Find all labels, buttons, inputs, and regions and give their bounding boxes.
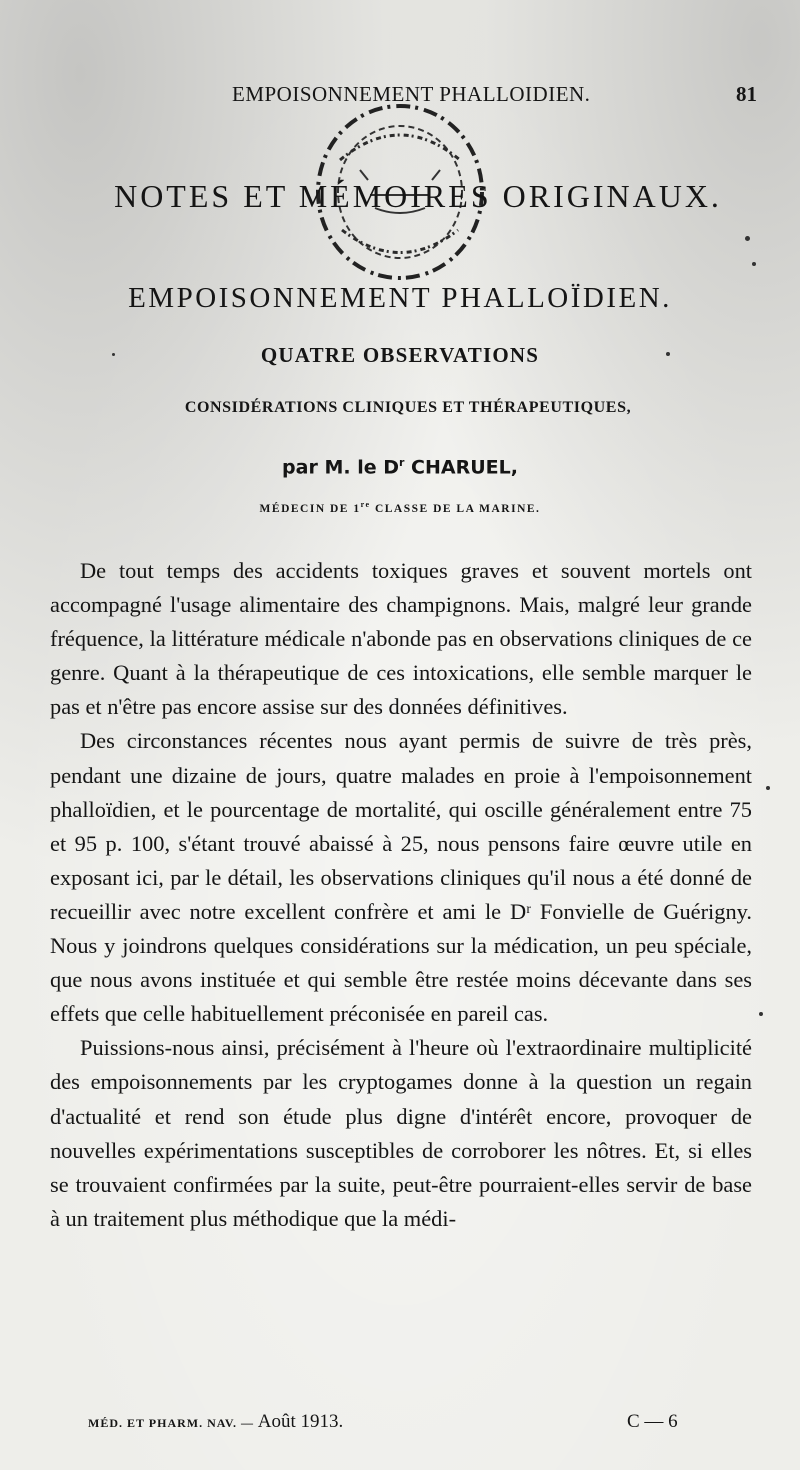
print-speck [745,236,750,241]
author-line [0,456,800,478]
footer-citation [88,1411,343,1433]
print-speck [752,262,756,266]
page-footer [0,1411,800,1441]
print-speck [666,352,670,356]
affiliation-prefix: MÉDECIN DE 1 [259,502,361,515]
affiliation-suffix: CLASSE DE LA MARINE. [370,502,541,515]
body-text [50,554,752,1236]
article-title: EMPOISONNEMENT PHALLOÏDIEN. [128,282,672,314]
footer-date: Août 1913. [254,1411,344,1432]
print-speck [112,353,115,356]
paragraph: Puissions-nous ainsi, précisément à l'heure où l'extraordinaire multiplicité des empoisonnements par les cryptogames donne à la question un regain d'actualité et rend son étude plus digne d'intérêt encore, provoquer de nouvelles expérimentations susceptibles de corroborer les nôtres. Et, si elles se trouvaient confirmées par la suite, peut-être pourraient-elles servir de base à un traitement plus méthodique que la médi- [50,1035,752,1231]
author-sup: r [398,456,405,469]
article-subtitle: QUATRE OBSERVATIONS [260,343,540,367]
section-heading: NOTES ET MÉMOIRES ORIGINAUX. [114,178,722,214]
author-name: CHARUEL, [404,456,518,479]
footer-journal: MÉD. ET PHARM. NAV. — [88,1416,255,1430]
print-speck [759,1012,763,1016]
footer-signature: C — 6 [627,1411,678,1432]
print-speck [766,786,770,790]
running-title: EMPOISONNEMENT PHALLOIDIEN. [232,82,591,106]
author-affiliation [0,500,800,515]
paragraph: Des circonstances récentes nous ayant permis de suivre de très près, pendant une dizaine de jours, quatre malades en proie à l'empoisonnement phalloïdien, et le pourcentage de mortalité, qui oscille généralement entre 75 et 95 p. 100, s'étant trouvé abaissé à 25, nous pensons faire œuvre utile en exposant ici, par le détail, les observations cliniques qu'il nous a été donné de recueillir avec notre excellent confrère et ami le Dʳ Fonvielle de Guérigny. Nous y joindrons quelques considérations sur la médication, un peu spéciale, que nous avons instituée et qui semble être restée moins décevante dans ses effets que celle habituellement préconisée en pareil cas. [50,728,752,1027]
paragraph: De tout temps des accidents toxiques graves et souvent mortels ont accompagné l'usage alimentaire des champignons. Mais, malgré leur grande fréquence, la littérature médicale n'abonde pas en observations cliniques de ce genre. Quant à la thérapeutique de ces intoxications, elle semble marquer le pas et n'être pas encore assise sur des données définitives. [50,558,752,720]
article-subsubtitle: CONSIDÉRATIONS CLINIQUES ET THÉRAPEUTIQUES, [184,399,632,416]
author-prefix: par M. le D [282,456,399,479]
page-number: 81 [736,82,757,106]
affiliation-sup: re [360,500,371,509]
